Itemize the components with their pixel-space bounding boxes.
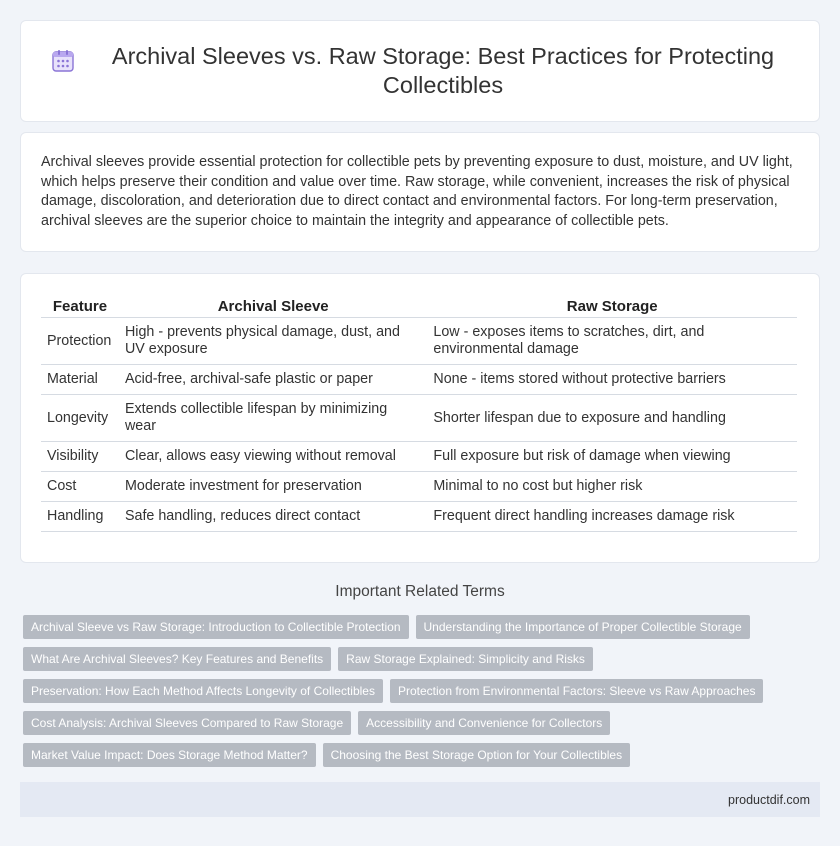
header-card — [20, 20, 820, 122]
row-feature: Material — [41, 365, 119, 395]
header-archival-sleeve: Archival Sleeve — [119, 292, 427, 318]
row-archival-sleeve: Safe handling, reduces direct contact — [119, 502, 427, 532]
comparison-card — [20, 273, 820, 563]
tag-row — [23, 679, 823, 703]
row-archival-sleeve: High - prevents physical damage, dust, and UV exposure — [119, 318, 427, 365]
related-term-tag[interactable]: Raw Storage Explained: Simplicity and Risks — [338, 647, 593, 671]
row-raw-storage: None - items stored without protective barriers — [427, 365, 797, 395]
table-row — [41, 395, 797, 442]
table-header-row — [41, 292, 797, 318]
row-archival-sleeve: Moderate investment for preservation — [119, 472, 427, 502]
row-feature: Protection — [41, 318, 119, 365]
intro-paragraph: Archival sleeves provide essential protection for collectible pets by preventing exposure to dust, moisture, and UV light, which helps preserve their condition and value over time. Raw storage, while convenient, increases the risk of physical damage, discoloration, and deterioration due to direct contact and environmental factors. For long-term preservation, archival sleeves are the superior choice to maintain the integrity and appearance of collectible pets. — [41, 154, 793, 229]
tag-row — [23, 615, 823, 639]
page-title: Archival Sleeves vs. Raw Storage: Best Practices for Protecting Collectibles — [111, 43, 775, 98]
table-row — [41, 442, 797, 472]
row-feature: Longevity — [41, 395, 119, 442]
title-wrap — [50, 42, 790, 100]
row-archival-sleeve: Clear, allows easy viewing without removal — [119, 442, 427, 472]
related-term-tag[interactable]: Archival Sleeve vs Raw Storage: Introduction to Collectible Protection — [23, 615, 409, 639]
tag-row — [23, 743, 823, 767]
tag-row — [23, 647, 823, 671]
header-raw-storage: Raw Storage — [427, 292, 797, 318]
row-raw-storage: Frequent direct handling increases damage risk — [427, 502, 797, 532]
row-raw-storage: Full exposure but risk of damage when viewing — [427, 442, 797, 472]
header-feature: Feature — [41, 292, 119, 318]
row-raw-storage: Minimal to no cost but higher risk — [427, 472, 797, 502]
tag-row — [23, 711, 823, 735]
intro-card — [20, 132, 820, 252]
row-feature: Cost — [41, 472, 119, 502]
related-term-tag[interactable]: Choosing the Best Storage Option for Your Collectibles — [323, 743, 631, 767]
table-row — [41, 472, 797, 502]
related-term-tag[interactable]: Accessibility and Convenience for Collectors — [358, 711, 610, 735]
footer-site-link[interactable]: productdif.com — [728, 792, 810, 807]
table-row — [41, 318, 797, 365]
footer — [20, 782, 820, 817]
related-term-tag[interactable]: Cost Analysis: Archival Sleeves Compared to Raw Storage — [23, 711, 351, 735]
related-terms-heading: Important Related Terms — [335, 583, 505, 600]
row-feature: Handling — [41, 502, 119, 532]
related-term-tag[interactable]: What Are Archival Sleeves? Key Features and Benefits — [23, 647, 331, 671]
related-term-tag[interactable]: Understanding the Importance of Proper Collectible Storage — [416, 615, 750, 639]
related-term-tag[interactable]: Protection from Environmental Factors: Sleeve vs Raw Approaches — [390, 679, 764, 703]
table-row — [41, 365, 797, 395]
row-raw-storage: Low - exposes items to scratches, dirt, and environmental damage — [427, 318, 797, 365]
comparison-table — [41, 292, 797, 532]
table-row — [41, 502, 797, 532]
row-raw-storage: Shorter lifespan due to exposure and handling — [427, 395, 797, 442]
related-term-tag[interactable]: Market Value Impact: Does Storage Method Matter? — [23, 743, 316, 767]
row-feature: Visibility — [41, 442, 119, 472]
row-archival-sleeve: Acid-free, archival-safe plastic or paper — [119, 365, 427, 395]
row-archival-sleeve: Extends collectible lifespan by minimizing wear — [119, 395, 427, 442]
related-terms-list — [23, 615, 823, 775]
calendar-icon — [50, 48, 76, 74]
related-term-tag[interactable]: Preservation: How Each Method Affects Longevity of Collectibles — [23, 679, 383, 703]
